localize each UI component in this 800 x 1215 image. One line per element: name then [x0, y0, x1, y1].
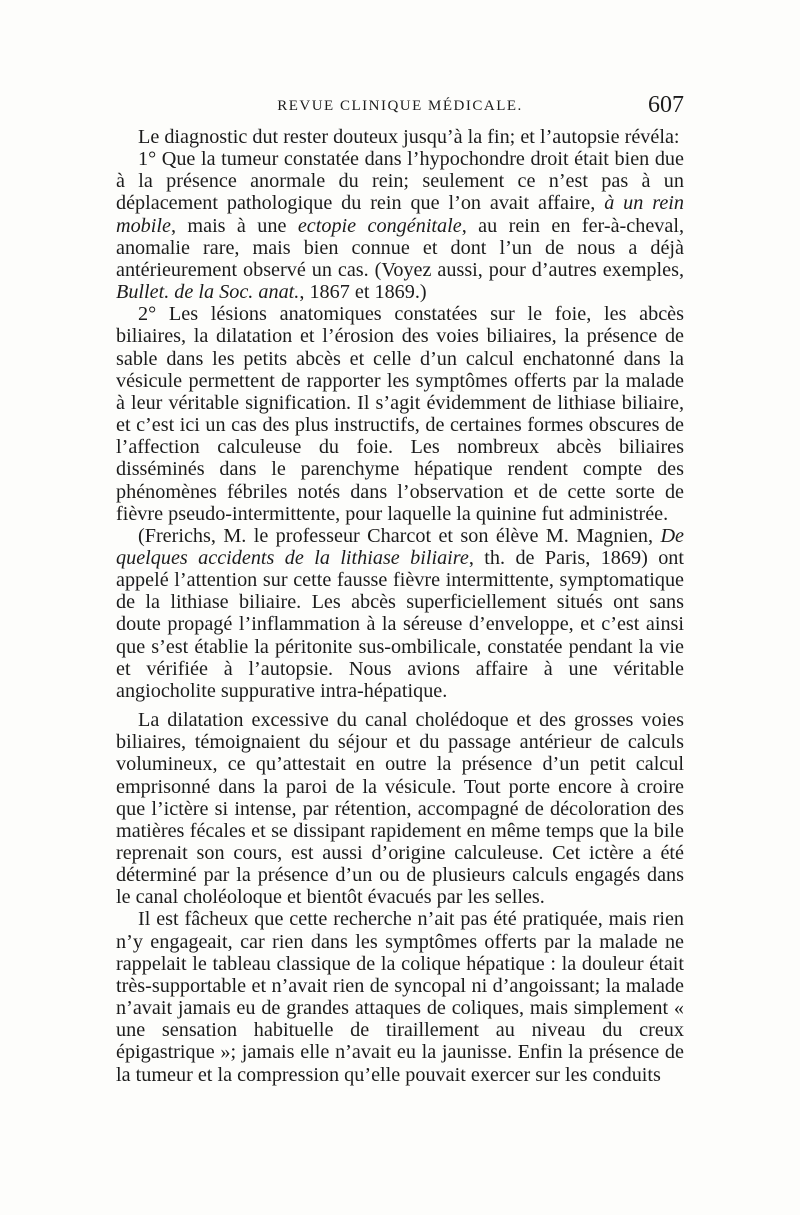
text-run: , 1867 et 1869.)	[299, 281, 427, 304]
body-text	[116, 126, 684, 1086]
paragraph	[116, 148, 684, 303]
italic-text-run: Bullet. de la Soc. anat.	[116, 281, 300, 304]
text-run: , th. de Paris, 1869) ont appelé l’attention sur cette fausse fièvre intermittente, symptomatique de la lithiase biliaire. Les abcès superficiellement situés ont sans doute propagé l’inflammation à la séreuse d’enveloppe, et c’est ainsi que s’est établie la péritonite sus-ombilicale, constatée pendant la vie et vérifiée à l’autopsie. Nous avions affaire à une véritable angiocholite suppurative intra-hépatique.	[116, 546, 684, 702]
text-run: , mais à une	[170, 214, 298, 237]
text-run: La dilatation excessive du canal cholédoque et des grosses voies biliaires, témoignaient du séjour et du passage antérieur de calculs volumineux, ce qu’attestait en outre la présence d’un petit calcul emprisonné dans la paroi de la vésicule. Tout porte encore à croire que l’ictère si intense, par rétention, accompagné de décoloration des matières fécales et se dissipant rapidement en même temps que la bile reprenait son cours, est aussi d’origine calculeuse. Cet ictère a été déterminé par la présence d’un ou de plusieurs calculs engagés dans le canal choléoloque et bientôt évacués par les selles.	[116, 709, 684, 909]
italic-text-run: ectopie congénitale	[297, 214, 462, 237]
text-run: Il est fâcheux que cette recherche n’ait pas été pratiquée, mais rien n’y engageait, car rien dans les symptômes offerts par la malade ne rappelait le tableau classique de la colique hépatique : la douleur était très-supportable et n’avait rien de syncopal ni d’angoissant; la malade n’avait jamais eu de grandes attaques de coliques, mais simplement « une sensation habituelle de tiraillement au niveau du creux épigastrique »; jamais elle n’avait eu la jaunisse. Enfin la présence de la tumeur et la compression qu’elle pouvait exercer sur les conduits	[116, 908, 684, 1086]
paragraph	[116, 126, 684, 148]
page-number: 607	[648, 92, 684, 118]
paragraph	[116, 908, 684, 1085]
italic-text-run: à un rein mobile	[116, 192, 684, 237]
text-run: 1° Que la tumeur constatée dans l’hypochondre droit était bien due à la présence anormale du rein; seulement ce n’est pas à un déplacement pathologique du rein que l’on avait affaire,	[116, 148, 684, 215]
paragraph	[116, 303, 684, 525]
running-title: REVUE CLINIQUE MÉDICALE.	[277, 98, 523, 114]
text-run: (Frerichs, M. le professeur Charcot et son élève M. Magnien,	[138, 524, 661, 547]
text-run: , au rein en fer-à-cheval, anomalie rare, mais bien connue et dont l’un de nous a déjà antérieurement observé un cas. (Voyez aussi, pour d’autres exemples,	[116, 214, 684, 281]
running-head	[116, 92, 684, 124]
paragraph	[116, 709, 684, 908]
text-run: Le diagnostic dut rester douteux jusqu’à la fin; et l’autopsie révéla:	[138, 126, 680, 148]
paragraph	[116, 525, 684, 702]
text-run: 2° Les lésions anatomiques constatées sur le foie, les abcès biliaires, la dilatation et l’érosion des voies biliaires, la présence de sable dans les petits abcès et celle d’un calcul enchatonné dans la vésicule permettent de rapporter les symptômes offerts par la malade à leur véritable signification. Il s’agit évidemment de lithiase biliaire, et c’est ici un cas des plus instructifs, de certaines formes obscures de l’affection calculeuse du foie. Les nombreux abcès biliaires disséminés dans le parenchyme hépatique rendent compte des phénomènes fébriles notés dans l’observation et de cette sorte de fièvre pseudo-intermittente, pour laquelle la quinine fut administrée.	[116, 303, 684, 525]
paragraph-gap	[116, 702, 684, 709]
italic-text-run: De quelques accidents de la lithiase biliaire	[116, 524, 684, 569]
